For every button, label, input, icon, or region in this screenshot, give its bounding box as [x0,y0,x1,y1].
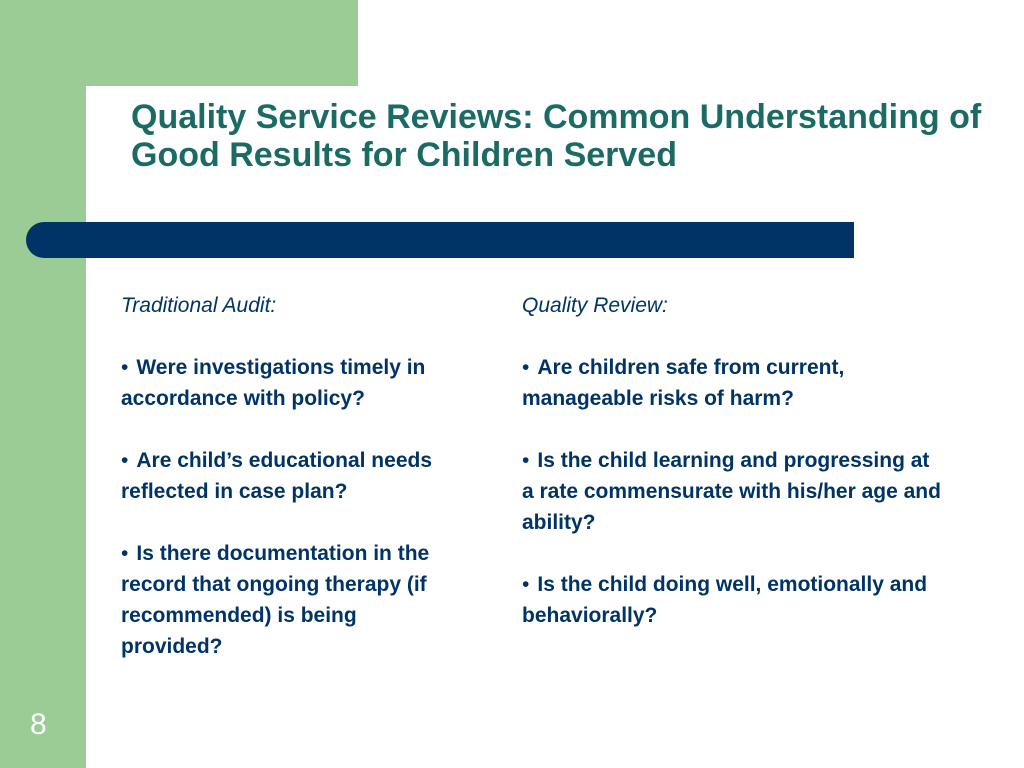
list-item-text: Is the child learning and progressing at a rate commensurate with his/her age and ability? [522,449,941,534]
bullet-icon: • [522,449,530,472]
bullet-icon: • [121,542,129,565]
bullet-icon: • [522,573,530,596]
quality-review-column [522,290,942,662]
list-item [121,352,461,414]
list-item-text: Is there documentation in the record that ongoing therapy (if recommended) is being provided? [121,542,430,658]
list-item-text: Is the child doing well, emotionally and behaviorally? [522,573,928,627]
list-item [121,538,461,662]
list-item [121,445,461,507]
list-item [522,445,942,538]
column-heading: Quality Review: [522,294,668,317]
slide-number: 8 [30,708,47,741]
frame-top-band [0,0,358,86]
list-item [522,352,942,414]
bullet-icon: • [522,356,530,379]
list-item-text: Are children safe from current, manageable risks of harm? [522,356,845,410]
title-underline-bar [26,222,854,258]
slide-title: Quality Service Reviews: Common Understanding of Good Results for Children Served [131,98,982,174]
list-item-text: Are child’s educational needs reflected in case plan? [121,449,432,503]
frame-left-band [0,0,86,768]
bullet-icon: • [121,449,129,472]
list-item [522,569,942,631]
column-heading: Traditional Audit: [121,294,277,317]
bullet-icon: • [121,356,129,379]
list-item-text: Were investigations timely in accordance with policy? [121,356,426,410]
traditional-audit-column [121,290,461,693]
